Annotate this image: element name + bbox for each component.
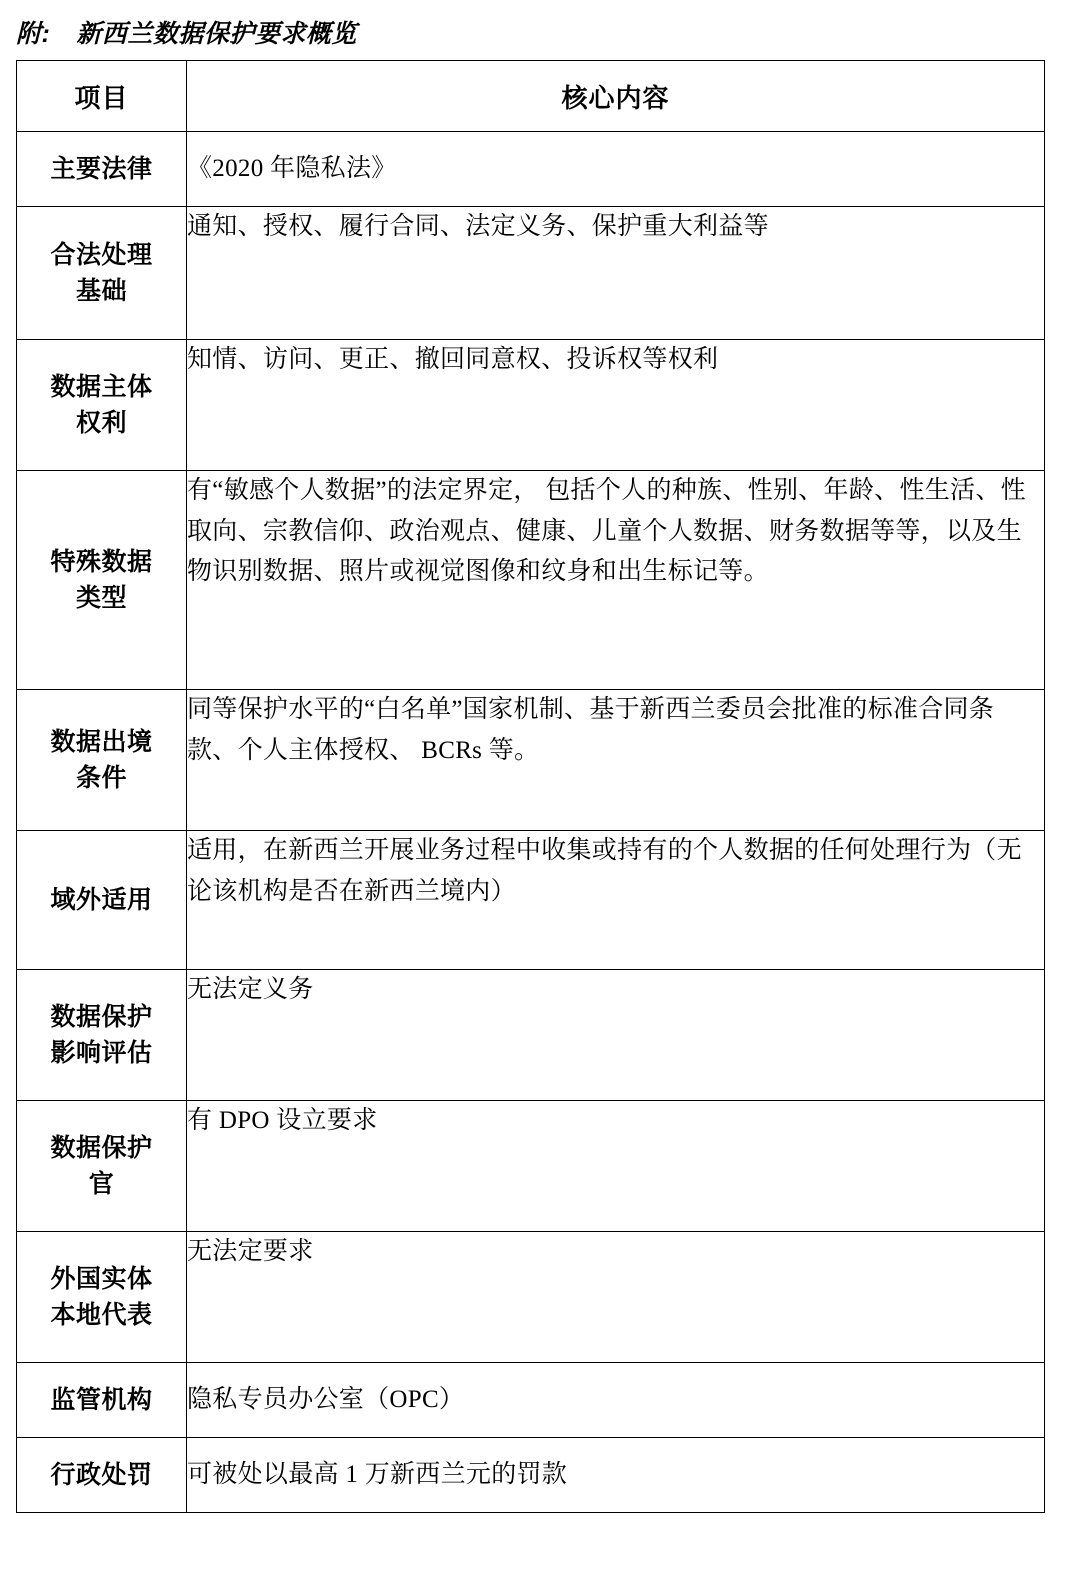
row-item-label: 数据保护 影响评估 (17, 970, 187, 1101)
row-item-label: 数据保护 官 (17, 1101, 187, 1232)
row-content-text: 隐私专员办公室（OPC） (187, 1385, 465, 1413)
row-content (187, 1101, 1045, 1232)
row-item-label: 监管机构 (17, 1363, 187, 1438)
table-header-row (17, 61, 1045, 132)
row-item-label: 数据出境 条件 (17, 690, 187, 831)
table-row (17, 207, 1045, 340)
row-content (187, 831, 1045, 970)
row-content-text: 无法定要求 (187, 1238, 314, 1265)
row-content-text: 适用，在新西兰开展业务过程中收集或持有的个人数据的任何处理行为（无论该机构是否在新西兰境内） (187, 837, 1022, 905)
row-content-text: 通知、授权、履行合同、法定义务、保护重大利益等 (187, 213, 769, 240)
table-row (17, 132, 1045, 207)
row-item-label: 外国实体 本地代表 (17, 1232, 187, 1363)
table-row (17, 1438, 1045, 1513)
attachment-label: 附: (16, 20, 51, 48)
row-item-label: 主要法律 (17, 132, 187, 207)
row-item-label: 行政处罚 (17, 1438, 187, 1513)
title-text: 新西兰数据保护要求概览 (76, 20, 357, 48)
row-content-text: 有 DPO 设立要求 (187, 1107, 378, 1134)
table-row (17, 471, 1045, 690)
row-content (187, 1363, 1045, 1438)
row-content-text: 同等保护水平的“白名单”国家机制、基于新西兰委员会批准的标准合同条款、个人主体授权、 BCRs 等。 (187, 696, 995, 764)
row-item-label: 特殊数据 类型 (17, 471, 187, 690)
row-item-label: 合法处理 基础 (17, 207, 187, 340)
table-row (17, 690, 1045, 831)
row-content-text: 有“敏感个人数据”的法定界定， 包括个人的种族、性别、年龄、性生活、性取向、宗教信仰、政治观点、健康、儿童个人数据、财务数据等等，以及生物识别数据、照片或视觉图像和纹身和出生标记等。 (187, 477, 1026, 585)
row-content (187, 132, 1045, 207)
row-content-text: 无法定义务 (187, 976, 314, 1003)
row-content (187, 471, 1045, 690)
table-row (17, 831, 1045, 970)
row-item-label: 数据主体 权利 (17, 340, 187, 471)
data-protection-summary-table (16, 60, 1045, 1513)
table-row (17, 340, 1045, 471)
table-row (17, 1101, 1045, 1232)
row-content (187, 1232, 1045, 1363)
row-content-text: 知情、访问、更正、撤回同意权、投诉权等权利 (187, 346, 719, 373)
table-row (17, 970, 1045, 1101)
row-content (187, 970, 1045, 1101)
row-content (187, 207, 1045, 340)
column-header-item: 项目 (17, 61, 187, 132)
row-content-text: 《2020 年隐私法》 (187, 154, 397, 182)
table-row (17, 1363, 1045, 1438)
page-title (0, 0, 1080, 60)
table-row (17, 1232, 1045, 1363)
row-content (187, 340, 1045, 471)
row-content (187, 690, 1045, 831)
row-content-text: 可被处以最高 1 万新西兰元的罚款 (187, 1460, 568, 1488)
column-header-content: 核心内容 (187, 61, 1045, 132)
row-item-label: 域外适用 (17, 831, 187, 970)
row-content (187, 1438, 1045, 1513)
